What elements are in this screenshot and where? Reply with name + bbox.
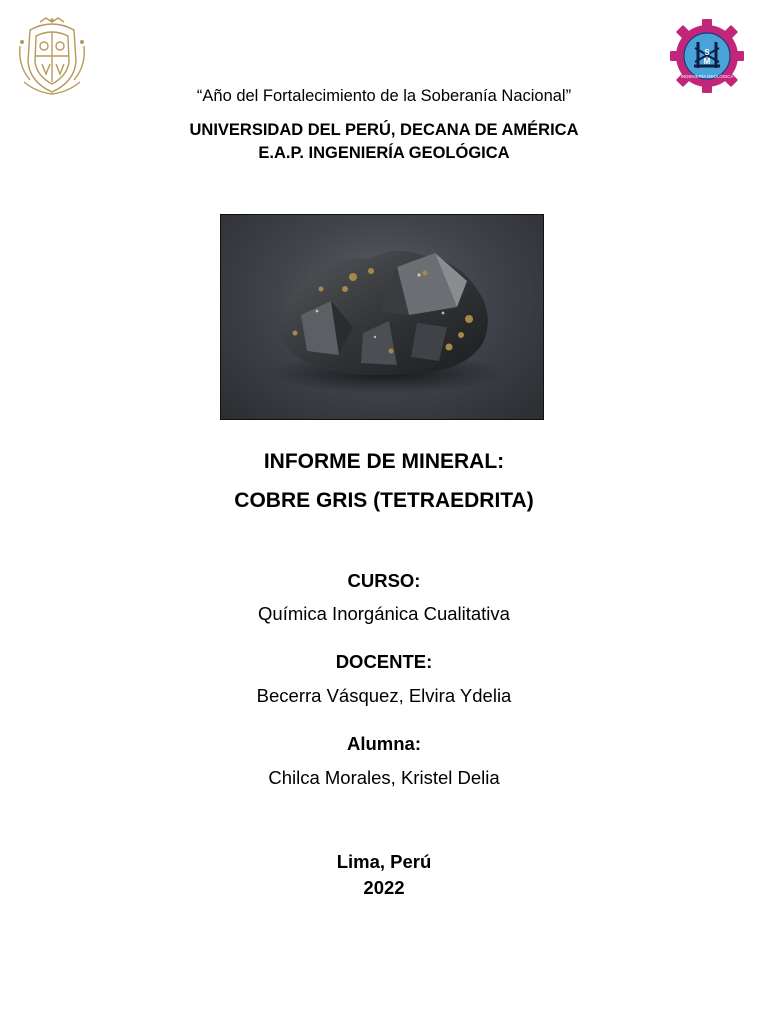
- mineral-photo: [220, 214, 544, 420]
- student-label: Alumna:: [347, 733, 421, 754]
- place-text: Lima, Perú: [336, 851, 432, 872]
- report-title: INFORME DE MINERAL:: [263, 450, 505, 473]
- emblem-letter-m: M: [703, 57, 711, 66]
- teacher-value: Becerra Vásquez, Elvira Ydelia: [256, 685, 512, 706]
- course-label: CURSO:: [347, 570, 421, 591]
- teacher-label: DOCENTE:: [335, 651, 433, 672]
- school-name: E.A.P. INGENIERÍA GEOLÓGICA: [258, 144, 510, 162]
- student-value: Chilca Morales, Kristel Delia: [268, 767, 500, 788]
- university-crest-icon: [16, 16, 88, 96]
- motto-text: “Año del Fortalecimiento de la Soberanía Nacional”: [196, 87, 572, 105]
- emblem-ring-text: INGENIERÍA GEOLÓGICA: [680, 74, 734, 79]
- university-name: UNIVERSIDAD DEL PERÚ, DECANA DE AMÉRICA: [189, 121, 579, 139]
- geology-gear-emblem-icon: [668, 18, 746, 94]
- year-text: 2022: [363, 877, 405, 898]
- report-subtitle: COBRE GRIS (TETRAEDRITA): [234, 489, 534, 512]
- course-value: Química Inorgánica Cualitativa: [258, 603, 510, 624]
- emblem-letter-s: S: [704, 48, 710, 57]
